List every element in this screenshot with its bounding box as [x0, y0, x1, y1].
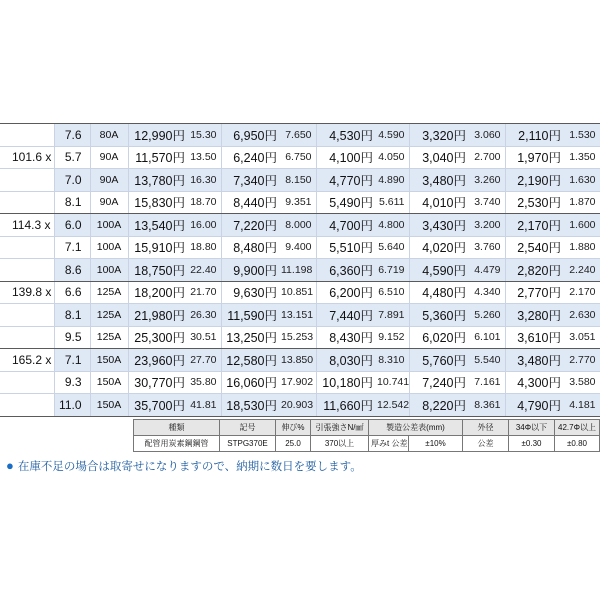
- price-cell: 2,770円: [505, 281, 562, 304]
- weight-cell: 6.719: [374, 259, 409, 282]
- wall-thickness-cell: 7.1: [54, 349, 90, 372]
- weight-cell: 8.000: [278, 214, 316, 237]
- weight-cell: 6.750: [278, 146, 316, 169]
- price-cell: 6,950円: [221, 124, 278, 147]
- price-cell: 5,490円: [316, 191, 374, 214]
- price-cell: 2,540円: [505, 236, 562, 259]
- price-cell: 11,570円: [128, 146, 186, 169]
- price-cell: 6,020円: [409, 326, 467, 349]
- weight-cell: 41.81: [186, 394, 221, 417]
- price-cell: 13,540円: [128, 214, 186, 237]
- weight-cell: 11.198: [278, 259, 316, 282]
- price-cell: 1,970円: [505, 146, 562, 169]
- stock-note-text: 在庫不足の場合は取寄せになりますので、納期に数日を要します。: [17, 461, 362, 473]
- price-cell: 12,580円: [221, 349, 278, 372]
- stock-note: [6, 458, 362, 474]
- weight-cell: 18.70: [186, 191, 221, 214]
- weight-cell: 4.800: [374, 214, 409, 237]
- price-cell: 8,430円: [316, 326, 374, 349]
- spec-value-cell: ±10%: [409, 436, 463, 452]
- weight-cell: 9.351: [278, 191, 316, 214]
- nominal-size-cell: 100A: [90, 259, 128, 282]
- price-cell: 2,110円: [505, 124, 562, 147]
- wall-thickness-cell: 9.3: [54, 371, 90, 394]
- price-cell: 30,770円: [128, 371, 186, 394]
- price-cell: 5,510円: [316, 236, 374, 259]
- weight-cell: 35.80: [186, 371, 221, 394]
- weight-cell: 1.600: [562, 214, 600, 237]
- table-row: [0, 326, 600, 349]
- weight-cell: 2.700: [467, 146, 505, 169]
- outer-diameter-cell: [0, 191, 54, 214]
- weight-cell: 12.542: [374, 394, 409, 417]
- table-row: [0, 371, 600, 394]
- wall-thickness-cell: 8.1: [54, 191, 90, 214]
- wall-thickness-cell: 5.7: [54, 146, 90, 169]
- outer-diameter-cell: 114.3 x: [0, 214, 54, 237]
- spec-value-cell: ±0.80: [555, 436, 600, 452]
- weight-cell: 2.240: [562, 259, 600, 282]
- spec-header-cell: 種類: [134, 420, 220, 436]
- spec-header-cell: 外径: [463, 420, 509, 436]
- price-cell: 2,530円: [505, 191, 562, 214]
- wall-thickness-cell: 7.1: [54, 236, 90, 259]
- bullet-icon: ●: [6, 458, 14, 473]
- price-cell: 4,480円: [409, 281, 467, 304]
- weight-cell: 13.50: [186, 146, 221, 169]
- nominal-size-cell: 150A: [90, 349, 128, 372]
- weight-cell: 3.580: [562, 371, 600, 394]
- weight-cell: 4.890: [374, 169, 409, 192]
- price-cell: 2,170円: [505, 214, 562, 237]
- nominal-size-cell: 125A: [90, 304, 128, 327]
- nominal-size-cell: 150A: [90, 394, 128, 417]
- weight-cell: 2.770: [562, 349, 600, 372]
- price-cell: 3,320円: [409, 124, 467, 147]
- wall-thickness-cell: 7.6: [54, 124, 90, 147]
- price-cell: 2,190円: [505, 169, 562, 192]
- outer-diameter-cell: [0, 259, 54, 282]
- weight-cell: 7.650: [278, 124, 316, 147]
- weight-cell: 1.630: [562, 169, 600, 192]
- weight-cell: 9.152: [374, 326, 409, 349]
- table-row: [0, 169, 600, 192]
- spec-value-cell: 公差: [463, 436, 509, 452]
- price-cell: 6,240円: [221, 146, 278, 169]
- price-cell: 7,240円: [409, 371, 467, 394]
- price-cell: 3,480円: [505, 349, 562, 372]
- nominal-size-cell: 100A: [90, 236, 128, 259]
- price-cell: 8,220円: [409, 394, 467, 417]
- weight-cell: 1.530: [562, 124, 600, 147]
- outer-diameter-cell: [0, 236, 54, 259]
- weight-cell: 21.70: [186, 281, 221, 304]
- price-cell: 3,280円: [505, 304, 562, 327]
- weight-cell: 2.170: [562, 281, 600, 304]
- table-row: [0, 394, 600, 417]
- spec-header-cell: 42.7Φ以上: [555, 420, 600, 436]
- weight-cell: 5.611: [374, 191, 409, 214]
- table-row: [0, 259, 600, 282]
- weight-cell: 3.760: [467, 236, 505, 259]
- weight-cell: 5.640: [374, 236, 409, 259]
- wall-thickness-cell: 6.0: [54, 214, 90, 237]
- weight-cell: 4.479: [467, 259, 505, 282]
- nominal-size-cell: 125A: [90, 281, 128, 304]
- spec-header-cell: 伸び%: [276, 420, 311, 436]
- outer-diameter-cell: 101.6 x: [0, 146, 54, 169]
- spec-header-cell: 引張強さN/㎟: [311, 420, 369, 436]
- price-table: [0, 123, 600, 417]
- wall-thickness-cell: 8.6: [54, 259, 90, 282]
- table-row: [0, 236, 600, 259]
- weight-cell: 27.70: [186, 349, 221, 372]
- weight-cell: 7.161: [467, 371, 505, 394]
- weight-cell: 20.903: [278, 394, 316, 417]
- wall-thickness-cell: 6.6: [54, 281, 90, 304]
- price-cell: 3,040円: [409, 146, 467, 169]
- price-cell: 13,780円: [128, 169, 186, 192]
- weight-cell: 15.253: [278, 326, 316, 349]
- weight-cell: 9.400: [278, 236, 316, 259]
- weight-cell: 18.80: [186, 236, 221, 259]
- wall-thickness-cell: 9.5: [54, 326, 90, 349]
- weight-cell: 10.741: [374, 371, 409, 394]
- wall-thickness-cell: 8.1: [54, 304, 90, 327]
- outer-diameter-cell: [0, 304, 54, 327]
- weight-cell: 17.902: [278, 371, 316, 394]
- nominal-size-cell: 150A: [90, 371, 128, 394]
- price-cell: 4,770円: [316, 169, 374, 192]
- weight-cell: 5.540: [467, 349, 505, 372]
- spec-value-cell: 厚みt 公差: [369, 436, 409, 452]
- price-cell: 7,220円: [221, 214, 278, 237]
- price-cell: 2,820円: [505, 259, 562, 282]
- table-row: [0, 281, 600, 304]
- price-cell: 35,700円: [128, 394, 186, 417]
- weight-cell: 3.740: [467, 191, 505, 214]
- spec-value-cell: 配管用炭素鋼鋼管: [134, 436, 220, 452]
- price-cell: 18,200円: [128, 281, 186, 304]
- weight-cell: 26.30: [186, 304, 221, 327]
- price-cell: 11,660円: [316, 394, 374, 417]
- outer-diameter-cell: [0, 169, 54, 192]
- price-cell: 4,020円: [409, 236, 467, 259]
- price-cell: 21,980円: [128, 304, 186, 327]
- price-cell: 5,360円: [409, 304, 467, 327]
- price-cell: 4,530円: [316, 124, 374, 147]
- spec-value-cell: STPG370E: [220, 436, 276, 452]
- weight-cell: 13.850: [278, 349, 316, 372]
- price-cell: 4,590円: [409, 259, 467, 282]
- price-cell: 10,180円: [316, 371, 374, 394]
- weight-cell: 4.590: [374, 124, 409, 147]
- nominal-size-cell: 100A: [90, 214, 128, 237]
- price-cell: 3,610円: [505, 326, 562, 349]
- price-cell: 12,990円: [128, 124, 186, 147]
- nominal-size-cell: 90A: [90, 146, 128, 169]
- price-cell: 9,900円: [221, 259, 278, 282]
- weight-cell: 3.200: [467, 214, 505, 237]
- price-cell: 4,700円: [316, 214, 374, 237]
- weight-cell: 3.060: [467, 124, 505, 147]
- weight-cell: 1.870: [562, 191, 600, 214]
- weight-cell: 30.51: [186, 326, 221, 349]
- price-cell: 7,340円: [221, 169, 278, 192]
- nominal-size-cell: 125A: [90, 326, 128, 349]
- weight-cell: 8.361: [467, 394, 505, 417]
- spec-value-cell: 25.0: [276, 436, 311, 452]
- weight-cell: 4.340: [467, 281, 505, 304]
- price-cell: 13,250円: [221, 326, 278, 349]
- wall-thickness-cell: 7.0: [54, 169, 90, 192]
- weight-cell: 3.260: [467, 169, 505, 192]
- table-row: [0, 349, 600, 372]
- price-cell: 8,440円: [221, 191, 278, 214]
- price-cell: 5,760円: [409, 349, 467, 372]
- price-cell: 8,480円: [221, 236, 278, 259]
- price-cell: 3,430円: [409, 214, 467, 237]
- weight-cell: 4.181: [562, 394, 600, 417]
- price-cell: 18,530円: [221, 394, 278, 417]
- price-cell: 15,830円: [128, 191, 186, 214]
- price-cell: 6,360円: [316, 259, 374, 282]
- weight-cell: 1.350: [562, 146, 600, 169]
- weight-cell: 10.851: [278, 281, 316, 304]
- outer-diameter-cell: [0, 371, 54, 394]
- price-cell: 15,910円: [128, 236, 186, 259]
- weight-cell: 16.30: [186, 169, 221, 192]
- table-row: [0, 124, 600, 147]
- nominal-size-cell: 90A: [90, 191, 128, 214]
- outer-diameter-cell: [0, 124, 54, 147]
- price-cell: 25,300円: [128, 326, 186, 349]
- spec-table: [133, 419, 600, 452]
- weight-cell: 8.310: [374, 349, 409, 372]
- outer-diameter-cell: 139.8 x: [0, 281, 54, 304]
- weight-cell: 6.510: [374, 281, 409, 304]
- outer-diameter-cell: 165.2 x: [0, 349, 54, 372]
- weight-cell: 13.151: [278, 304, 316, 327]
- price-cell: 4,100円: [316, 146, 374, 169]
- price-cell: 23,960円: [128, 349, 186, 372]
- price-cell: 4,300円: [505, 371, 562, 394]
- weight-cell: 5.260: [467, 304, 505, 327]
- price-cell: 16,060円: [221, 371, 278, 394]
- spec-header-cell: 34Φ以下: [509, 420, 555, 436]
- nominal-size-cell: 90A: [90, 169, 128, 192]
- weight-cell: 1.880: [562, 236, 600, 259]
- price-cell: 3,480円: [409, 169, 467, 192]
- weight-cell: 8.150: [278, 169, 316, 192]
- table-row: [0, 304, 600, 327]
- outer-diameter-cell: [0, 326, 54, 349]
- spec-header-cell: 製造公差表(mm): [369, 420, 463, 436]
- weight-cell: 6.101: [467, 326, 505, 349]
- price-cell: 7,440円: [316, 304, 374, 327]
- weight-cell: 2.630: [562, 304, 600, 327]
- spec-header-cell: 記号: [220, 420, 276, 436]
- weight-cell: 7.891: [374, 304, 409, 327]
- outer-diameter-cell: [0, 394, 54, 417]
- price-cell: 18,750円: [128, 259, 186, 282]
- weight-cell: 22.40: [186, 259, 221, 282]
- spec-value-cell: 370以上: [311, 436, 369, 452]
- weight-cell: 4.050: [374, 146, 409, 169]
- price-cell: 4,790円: [505, 394, 562, 417]
- price-cell: 4,010円: [409, 191, 467, 214]
- price-cell: 11,590円: [221, 304, 278, 327]
- price-cell: 9,630円: [221, 281, 278, 304]
- weight-cell: 15.30: [186, 124, 221, 147]
- table-row: [0, 214, 600, 237]
- nominal-size-cell: 80A: [90, 124, 128, 147]
- table-row: [0, 146, 600, 169]
- weight-cell: 16.00: [186, 214, 221, 237]
- price-cell: 8,030円: [316, 349, 374, 372]
- spec-header-row: [134, 420, 600, 436]
- spec-value-cell: ±0.30: [509, 436, 555, 452]
- price-cell: 6,200円: [316, 281, 374, 304]
- spec-value-row: [134, 436, 600, 452]
- weight-cell: 3.051: [562, 326, 600, 349]
- table-row: [0, 191, 600, 214]
- wall-thickness-cell: 11.0: [54, 394, 90, 417]
